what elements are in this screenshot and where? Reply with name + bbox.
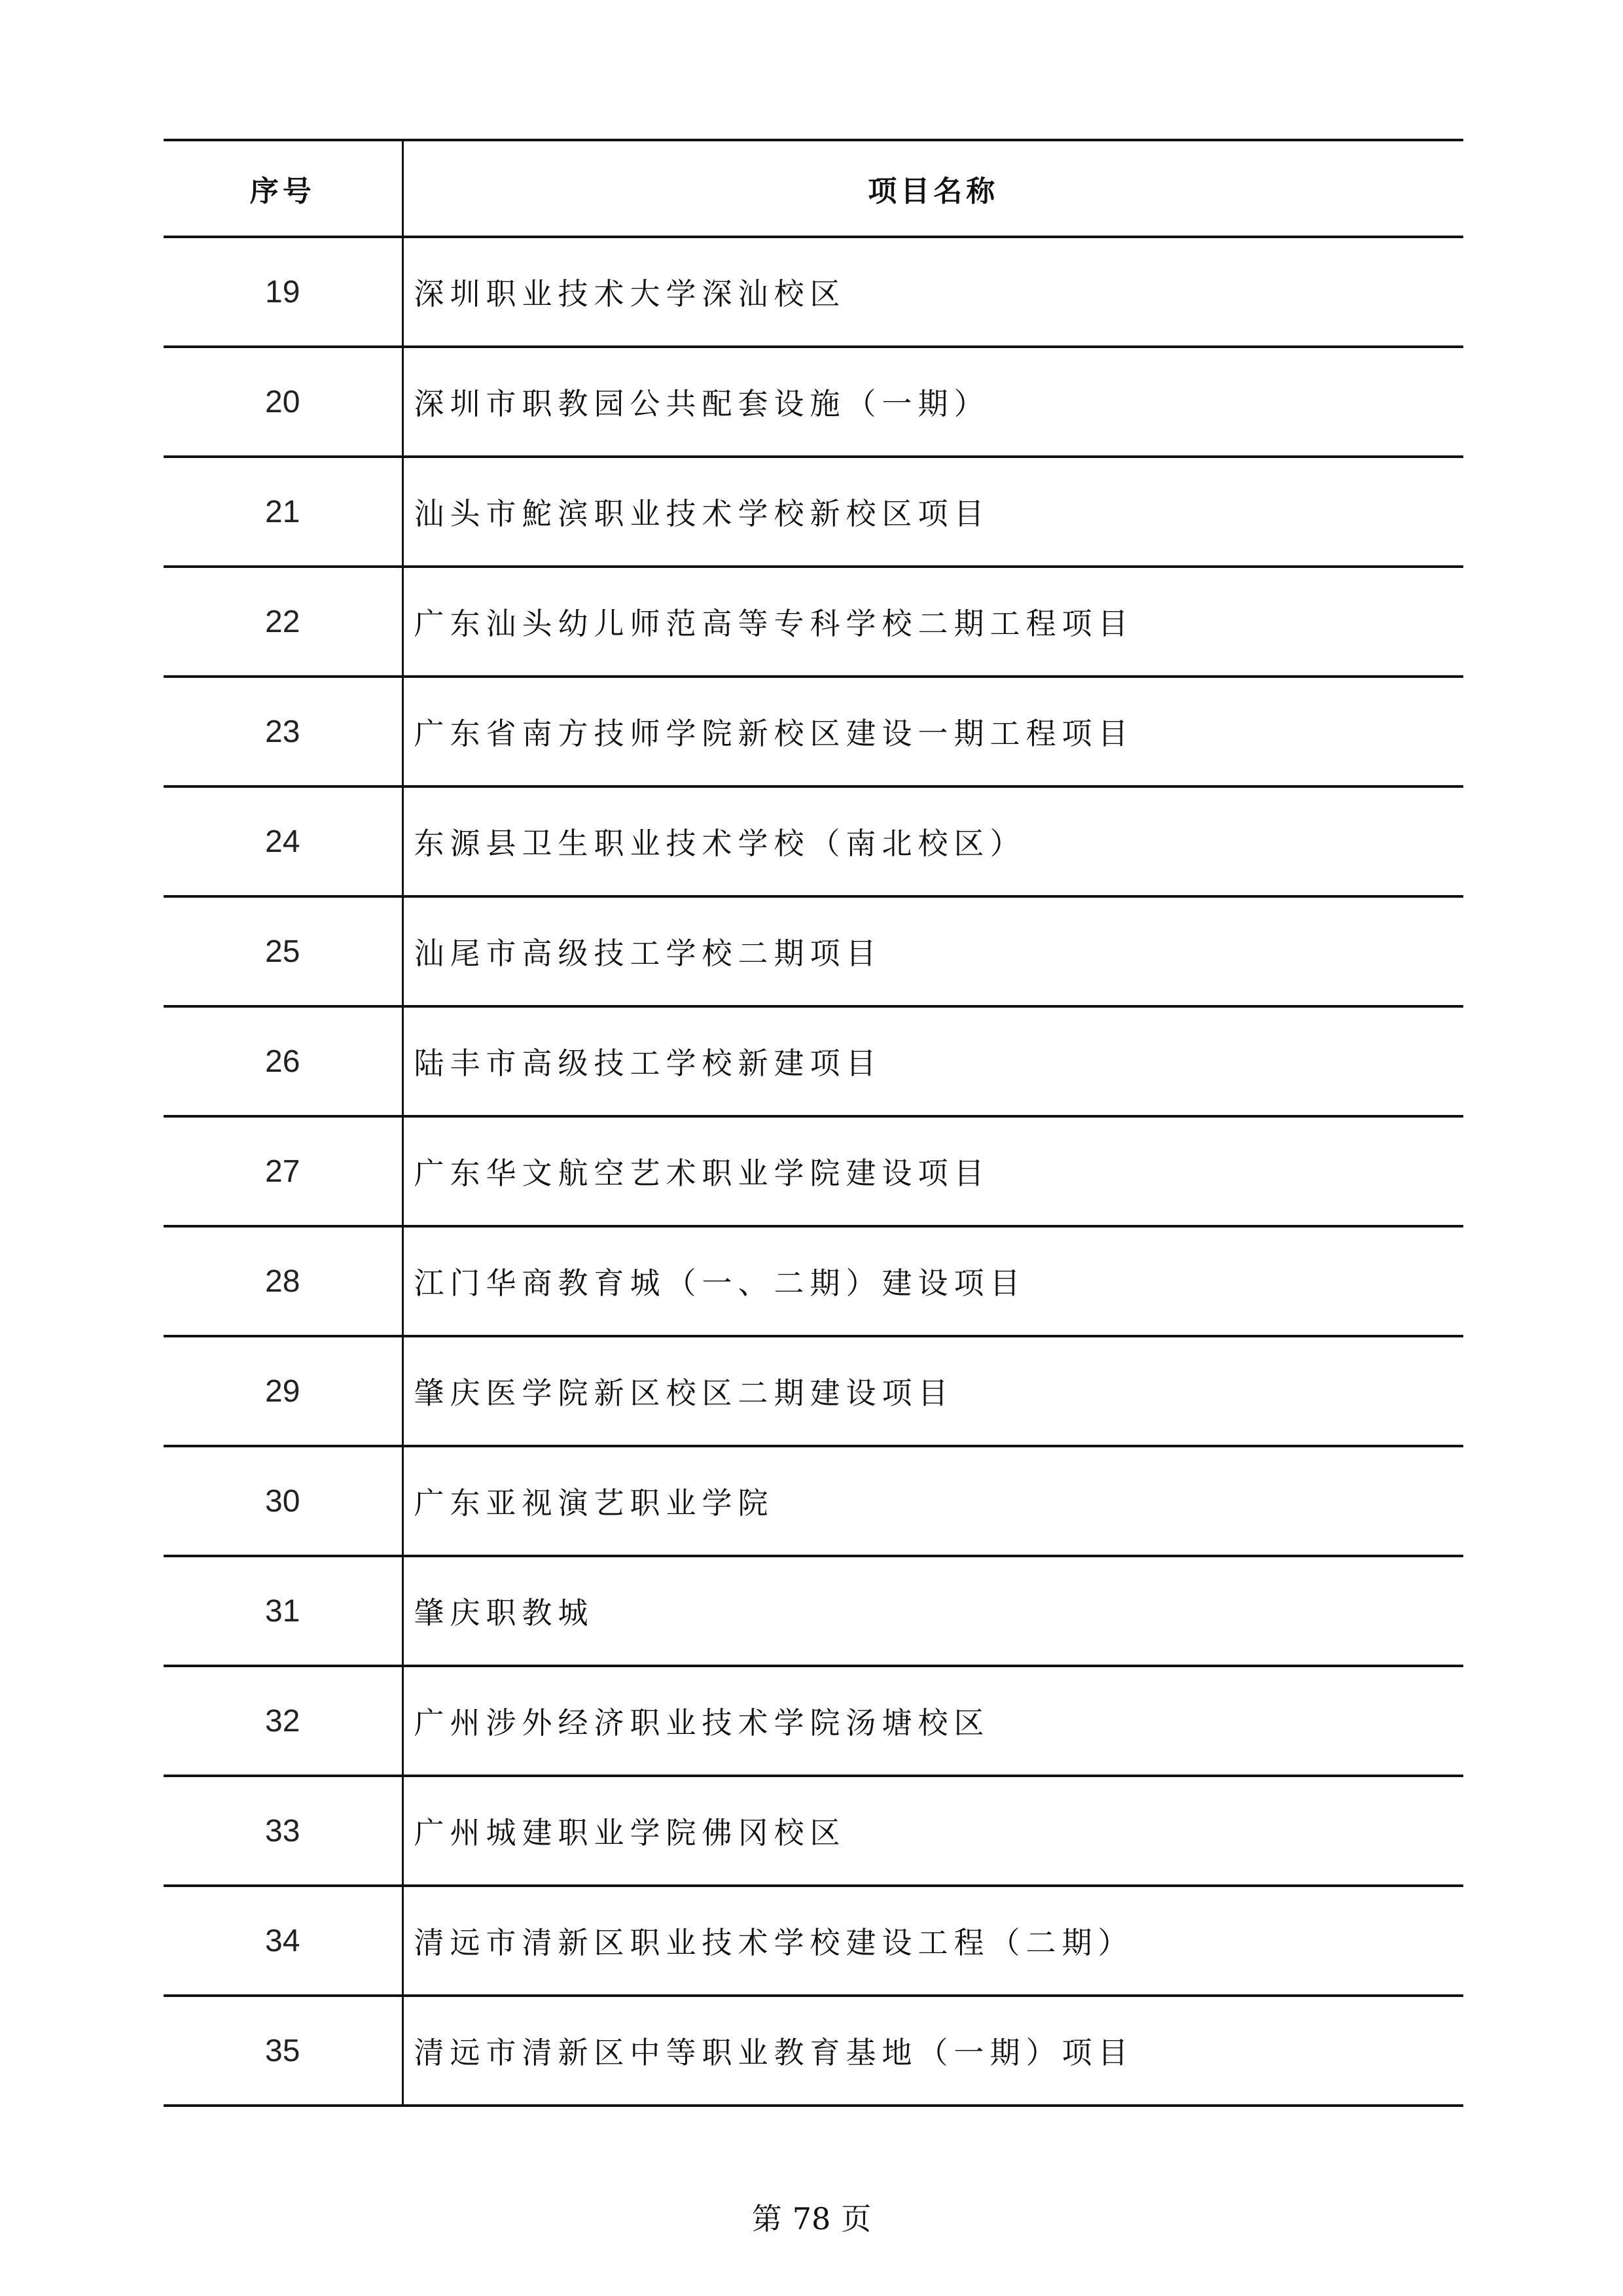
table-row xyxy=(164,457,1463,567)
serial-number-cell: 26 xyxy=(164,1006,402,1116)
footer-suffix: 页 xyxy=(841,2201,872,2236)
table-row xyxy=(164,677,1463,786)
table-row xyxy=(164,1116,1463,1226)
project-name-cell: 江门华商教育城（一、二期）建设项目 xyxy=(402,1226,1463,1336)
serial-number-cell: 31 xyxy=(164,1556,402,1666)
page-footer xyxy=(0,2195,1623,2238)
table-row xyxy=(164,347,1463,457)
table-row xyxy=(164,896,1463,1006)
project-name-cell: 肇庆职教城 xyxy=(402,1556,1463,1666)
serial-number-cell: 33 xyxy=(164,1776,402,1886)
serial-number-cell: 30 xyxy=(164,1446,402,1556)
serial-number-cell: 27 xyxy=(164,1116,402,1226)
table-row xyxy=(164,237,1463,347)
serial-number-cell: 19 xyxy=(164,237,402,347)
serial-number-cell: 20 xyxy=(164,347,402,457)
project-name-cell: 深圳市职教园公共配套设施（一期） xyxy=(402,347,1463,457)
serial-number-cell: 34 xyxy=(164,1886,402,1996)
table-row xyxy=(164,786,1463,896)
project-name-cell: 东源县卫生职业技术学校（南北校区） xyxy=(402,786,1463,896)
serial-number-cell: 29 xyxy=(164,1336,402,1446)
serial-number-cell: 28 xyxy=(164,1226,402,1336)
project-name-cell: 深圳职业技术大学深汕校区 xyxy=(402,237,1463,347)
project-name-cell: 广东华文航空艺术职业学院建设项目 xyxy=(402,1116,1463,1226)
table-row xyxy=(164,1886,1463,1996)
project-name-cell: 肇庆医学院新区校区二期建设项目 xyxy=(402,1336,1463,1446)
table-row xyxy=(164,1666,1463,1776)
project-name-cell: 汕尾市高级技工学校二期项目 xyxy=(402,896,1463,1006)
project-name-cell: 清远市清新区职业技术学校建设工程（二期） xyxy=(402,1886,1463,1996)
table-row xyxy=(164,1226,1463,1336)
project-name-cell: 广州涉外经济职业技术学院汤塘校区 xyxy=(402,1666,1463,1776)
serial-number-cell: 24 xyxy=(164,786,402,896)
serial-number-cell: 32 xyxy=(164,1666,402,1776)
table-row xyxy=(164,1006,1463,1116)
table-row xyxy=(164,1336,1463,1446)
footer-prefix: 第 xyxy=(751,2201,782,2236)
project-table xyxy=(164,139,1463,2107)
project-name-cell: 广东亚视演艺职业学院 xyxy=(402,1446,1463,1556)
serial-number-cell: 22 xyxy=(164,567,402,677)
project-name-cell: 陆丰市高级技工学校新建项目 xyxy=(402,1006,1463,1116)
table-row xyxy=(164,1446,1463,1556)
page-number: 78 xyxy=(792,2201,831,2236)
table-row xyxy=(164,567,1463,677)
project-name-cell: 广东汕头幼儿师范高等专科学校二期工程项目 xyxy=(402,567,1463,677)
table-row xyxy=(164,1996,1463,2106)
serial-number-cell: 35 xyxy=(164,1996,402,2106)
header-serial-number: 序号 xyxy=(164,140,402,237)
project-name-cell: 广州城建职业学院佛冈校区 xyxy=(402,1776,1463,1886)
table-row xyxy=(164,1556,1463,1666)
project-name-cell: 广东省南方技师学院新校区建设一期工程项目 xyxy=(402,677,1463,786)
serial-number-cell: 25 xyxy=(164,896,402,1006)
table-header-row xyxy=(164,140,1463,237)
project-name-cell: 汕头市鮀滨职业技术学校新校区项目 xyxy=(402,457,1463,567)
serial-number-cell: 21 xyxy=(164,457,402,567)
header-project-name: 项目名称 xyxy=(402,140,1463,237)
serial-number-cell: 23 xyxy=(164,677,402,786)
table-body xyxy=(164,237,1463,2106)
table-row xyxy=(164,1776,1463,1886)
project-name-cell: 清远市清新区中等职业教育基地（一期）项目 xyxy=(402,1996,1463,2106)
